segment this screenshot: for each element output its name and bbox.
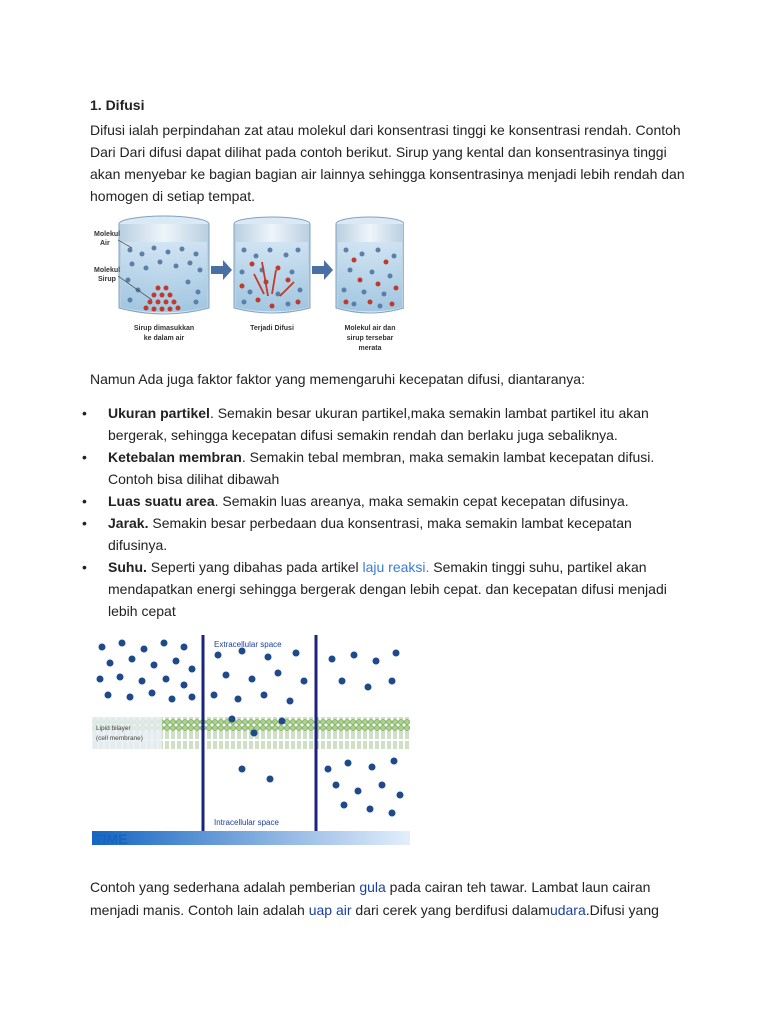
factors-list [82,402,690,622]
laju-reaksi-link[interactable]: laju reaksi. [362,559,430,575]
arrow-1-icon [211,260,232,280]
beaker-3 [336,217,404,313]
extracellular-label: Extracellular space [214,640,282,649]
factors-section [82,368,690,622]
lipid-bilayer-label-2: (cell membrane) [96,735,143,742]
caption-step-3b: sirup tersebar [346,335,394,342]
list-item: • Suhu. Seperti yang dibahas pada artikel laju reaksi. Semakin tinggi suhu, partikel akan mendapatkan energi sehingga bergerak dengan lebih cepat. dan kecepatan difusi menjadi lebih cepat [82,559,667,619]
section-title: 1. Difusi [90,97,145,113]
time-label: TIME [94,831,128,847]
membrane-diffusion-figure [92,635,410,850]
closing-paragraph: Contoh yang sederhana adalah pemberian gula pada cairan teh tawar. Lambat laun cairan menjadi manis. Contoh lain adalah uap air dari cerek yang berdifusi dalamudara.Difusi yang [90,879,659,918]
arrow-2-icon [312,260,333,280]
caption-step-3c: merata [358,345,382,352]
intracellular-label: Intracellular space [214,818,279,827]
caption-step-1a: Sirup dimasukkan [133,325,195,332]
udara-link[interactable]: udara [549,902,586,918]
caption-step-1b: ke dalam air [143,335,185,342]
factors-intro: Namun Ada juga faktor faktor yang memengaruhi kecepatan difusi, diantaranya: [90,371,585,387]
list-item: • Jarak. Semakin besar perbedaan dua konsentrasi, maka semakin lambat kecepatan difusinya. [82,515,632,553]
gula-link[interactable]: gula [359,879,386,895]
list-item: • Ketebalan membran. Semakin tebal membran, maka semakin lambat kecepatan difusi. Contoh bisa dilihat dibawah [82,449,655,487]
caption-step-2: Terjadi Difusi [250,325,294,332]
label-syrup-molecule-2: Sirup [98,276,116,283]
beaker-1 [119,216,209,314]
list-item: • Luas suatu area. Semakin luas areanya, maka semakin cepat kecepatan difusinya. [82,493,629,509]
caption-step-3a: Molekul air dan [344,325,396,332]
beaker-2 [234,217,310,313]
lipid-bilayer-label-1: Lipid bilayer [96,725,131,732]
label-syrup-molecule-1: Molekul [94,267,121,274]
intro-paragraph: Difusi ialah perpindahan zat atau molekul dari konsentrasi tinggi ke konsentrasi rendah. Contoh Dari Dari difusi dapat dilihat pada contoh berikut. Sirup yang kental dan konsentrasinya tinggi akan menyebar ke bagian bagian air lainnya sehingga konsentrasinya menjadi lebih rendah dan homogen di setiap tempat. [90,122,685,204]
label-water-molecule-2: Air [100,240,110,247]
uap-air-link[interactable]: uap air [308,902,352,918]
list-item: • Ukuran partikel. Semakin besar ukuran partikel,maka semakin lambat partikel itu akan bergerak, sehingga kecepatan difusi semakin rendah dan berlaku juga sebaliknya. [82,405,649,443]
document-body [90,95,690,207]
diffusion-beakers-figure [92,210,404,362]
time-bar [92,831,410,845]
label-water-molecule-1: Molekul [94,231,121,238]
